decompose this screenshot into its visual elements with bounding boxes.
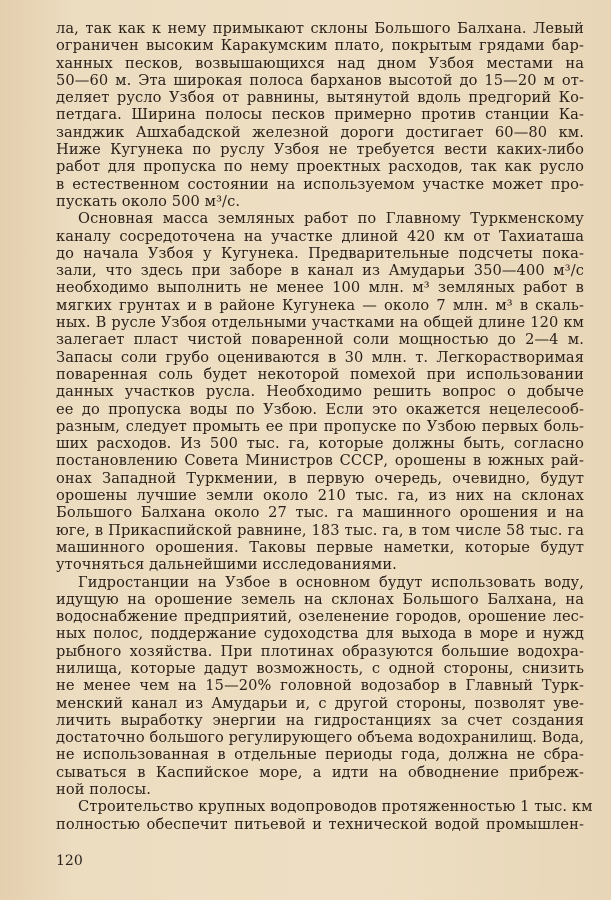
text-line: сываться в Каспийское море, а идти на обводнение прибреж- [56,763,584,781]
paragraph [56,210,584,573]
text-line: нилища, которые дадут возможность, с одной стороны, снизить [56,659,584,677]
text-line: Строительство крупных водопроводов протяженностью 1 тыс. км [78,798,593,816]
text-line: поваренная соль будет некоторой помехой при использовании [56,365,584,383]
text-line: деляет русло Узбоя от равнины, вытянутой вдоль предгорий Ко- [56,89,584,107]
text-line: занджик Ашхабадской железной дороги достигает 60—80 км. [56,123,584,141]
text-line: ханных песков, возвышающихся над дном Узбоя местами на [56,54,584,72]
text-line: работ для пропуска по нему проектных расходов, так как русло [56,158,584,176]
text-line: Большого Балхана около 27 тыс. га машинного орошения и на [56,504,584,522]
text-line: необходимо выполнить не менее 100 млн. м³ земляных работ в [56,279,584,297]
text-line: ной полосы. [56,781,151,799]
text-line: данных участков русла. Необходимо решить вопрос о добыче [56,383,584,401]
text-line: менский канал из Амударьи и, с другой стороны, позволят уве- [56,694,584,712]
text-line: юге, в Прикаспийской равнине, 183 тыс. га, в том числе 58 тыс. га [56,521,584,539]
text-line: онах Западной Туркмении, в первую очередь, очевидно, будут [56,469,584,487]
text-line: водоснабжение предприятий, озеленение городов, орошение лес- [56,608,584,626]
text-line: ших расходов. Из 500 тыс. га, которые должны быть, согласно [56,435,584,453]
page-number: 120 [56,853,83,869]
text-line: до начала Узбоя у Кугунека. Предварительные подсчеты пока- [56,244,584,262]
text-line: Запасы соли грубо оцениваются в 30 млн. т. Легкорастворимая [56,348,584,366]
text-line: разным, следует промыть ее при пропуске по Узбою первых боль- [56,417,584,435]
text-line: ее до пропуска воды по Узбою. Если это окажется нецелесооб- [56,400,584,418]
text-line: каналу сосредоточена на участке длиной 420 км от Тахиаташа [56,227,584,245]
paragraph [56,20,584,210]
text-line: мягких грунтах и в районе Кугунека — около 7 млн. м³ в скаль- [56,296,584,314]
text-line: полностью обеспечит питьевой и технической водой промышлен- [56,815,584,833]
text-line: ограничен высоким Каракумским плато, покрытым грядами бар- [56,37,584,55]
text-line: зали, что здесь при заборе в канал из Амударьи 350—400 м³/с [56,262,584,280]
text-line: 50—60 м. Эта широкая полоса барханов высотой до 15—20 м от- [56,71,584,89]
text-line: залегает пласт чистой поваренной соли мощностью до 2—4 м. [56,331,584,349]
text-line: достаточно большого регулирующего объема водохранилищ. Вода, [56,729,585,747]
text-line: не менее чем на 15—20% головной водозабор в Главный Турк- [56,677,584,695]
paragraph [56,798,593,833]
paragraph [56,574,584,799]
text-line: постановлению Совета Министров СССР, орошены в южных рай- [56,452,584,470]
text-line: в естественном состоянии на используемом участке может про- [56,175,584,193]
text-line: петдага. Ширина полосы песков примерно против станции Ка- [56,106,584,124]
text-line: пускать около 500 м³/с. [56,192,241,210]
text-line: Ниже Кугунека по руслу Узбоя не требуется вести каких-либо [56,141,584,159]
text-line: Основная масса земляных работ по Главному Туркменскому [78,210,584,228]
text-line: ных. В русле Узбоя отдельными участками на общей длине 120 км [56,314,584,332]
text-line: машинного орошения. Таковы первые наметки, которые будут [56,538,584,556]
text-line: рыбного хозяйства. При плотинах образуются большие водохра- [56,642,584,660]
text-line: не использованная в отдельные периоды года, должна не сбра- [56,746,584,764]
body-text [56,20,593,833]
text-line: ла, так как к нему примыкают склоны Большого Балхана. Левый [56,20,584,37]
text-line: ных полос, поддержание судоходства для выхода в море и нужд [56,625,584,643]
text-line: Гидростанции на Узбое в основном будут использовать воду, [78,573,584,591]
text-line: уточняться дальнейшими исследованиями. [56,556,397,574]
text-line: идущую на орошение земель на склонах Большого Балхана, на [56,590,584,608]
text-line: орошены лучшие земли около 210 тыс. га, из них на склонах [56,487,584,505]
text-line: личить выработку энергии на гидростанциях за счет создания [56,711,584,729]
